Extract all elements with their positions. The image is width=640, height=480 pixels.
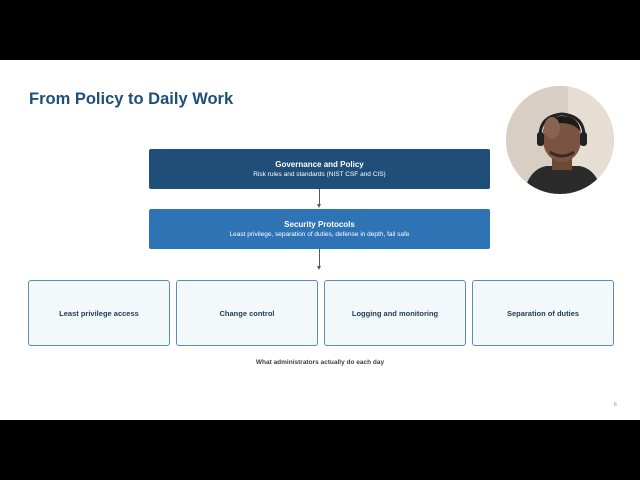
governance-box [149,149,490,189]
page-number: 6 [614,402,617,408]
protocols-heading: Security Protocols [284,219,355,229]
practice-card-change-control: Change control [176,280,318,346]
practice-card-logging-monitoring: Logging and monitoring [324,280,466,346]
presentation-slide [0,60,640,420]
slide-title: From Policy to Daily Work [29,90,234,108]
down-arrow-icon [318,249,320,270]
slide-caption: What administrators actually do each day [255,359,385,366]
down-arrow-icon [318,189,320,208]
presenter-webcam-icon [506,86,614,194]
practice-card-separation-of-duties: Separation of duties [472,280,614,346]
security-protocols-box [149,209,490,249]
governance-subtext: Risk rules and standards (NIST CSF and CIS) [253,170,386,178]
practice-card-least-privilege: Least privilege access [28,280,170,346]
governance-heading: Governance and Policy [275,159,364,169]
presenter-avatar-icon [506,86,614,194]
protocols-subtext: Least privilege, separation of duties, defense in depth, fail safe [229,230,410,238]
